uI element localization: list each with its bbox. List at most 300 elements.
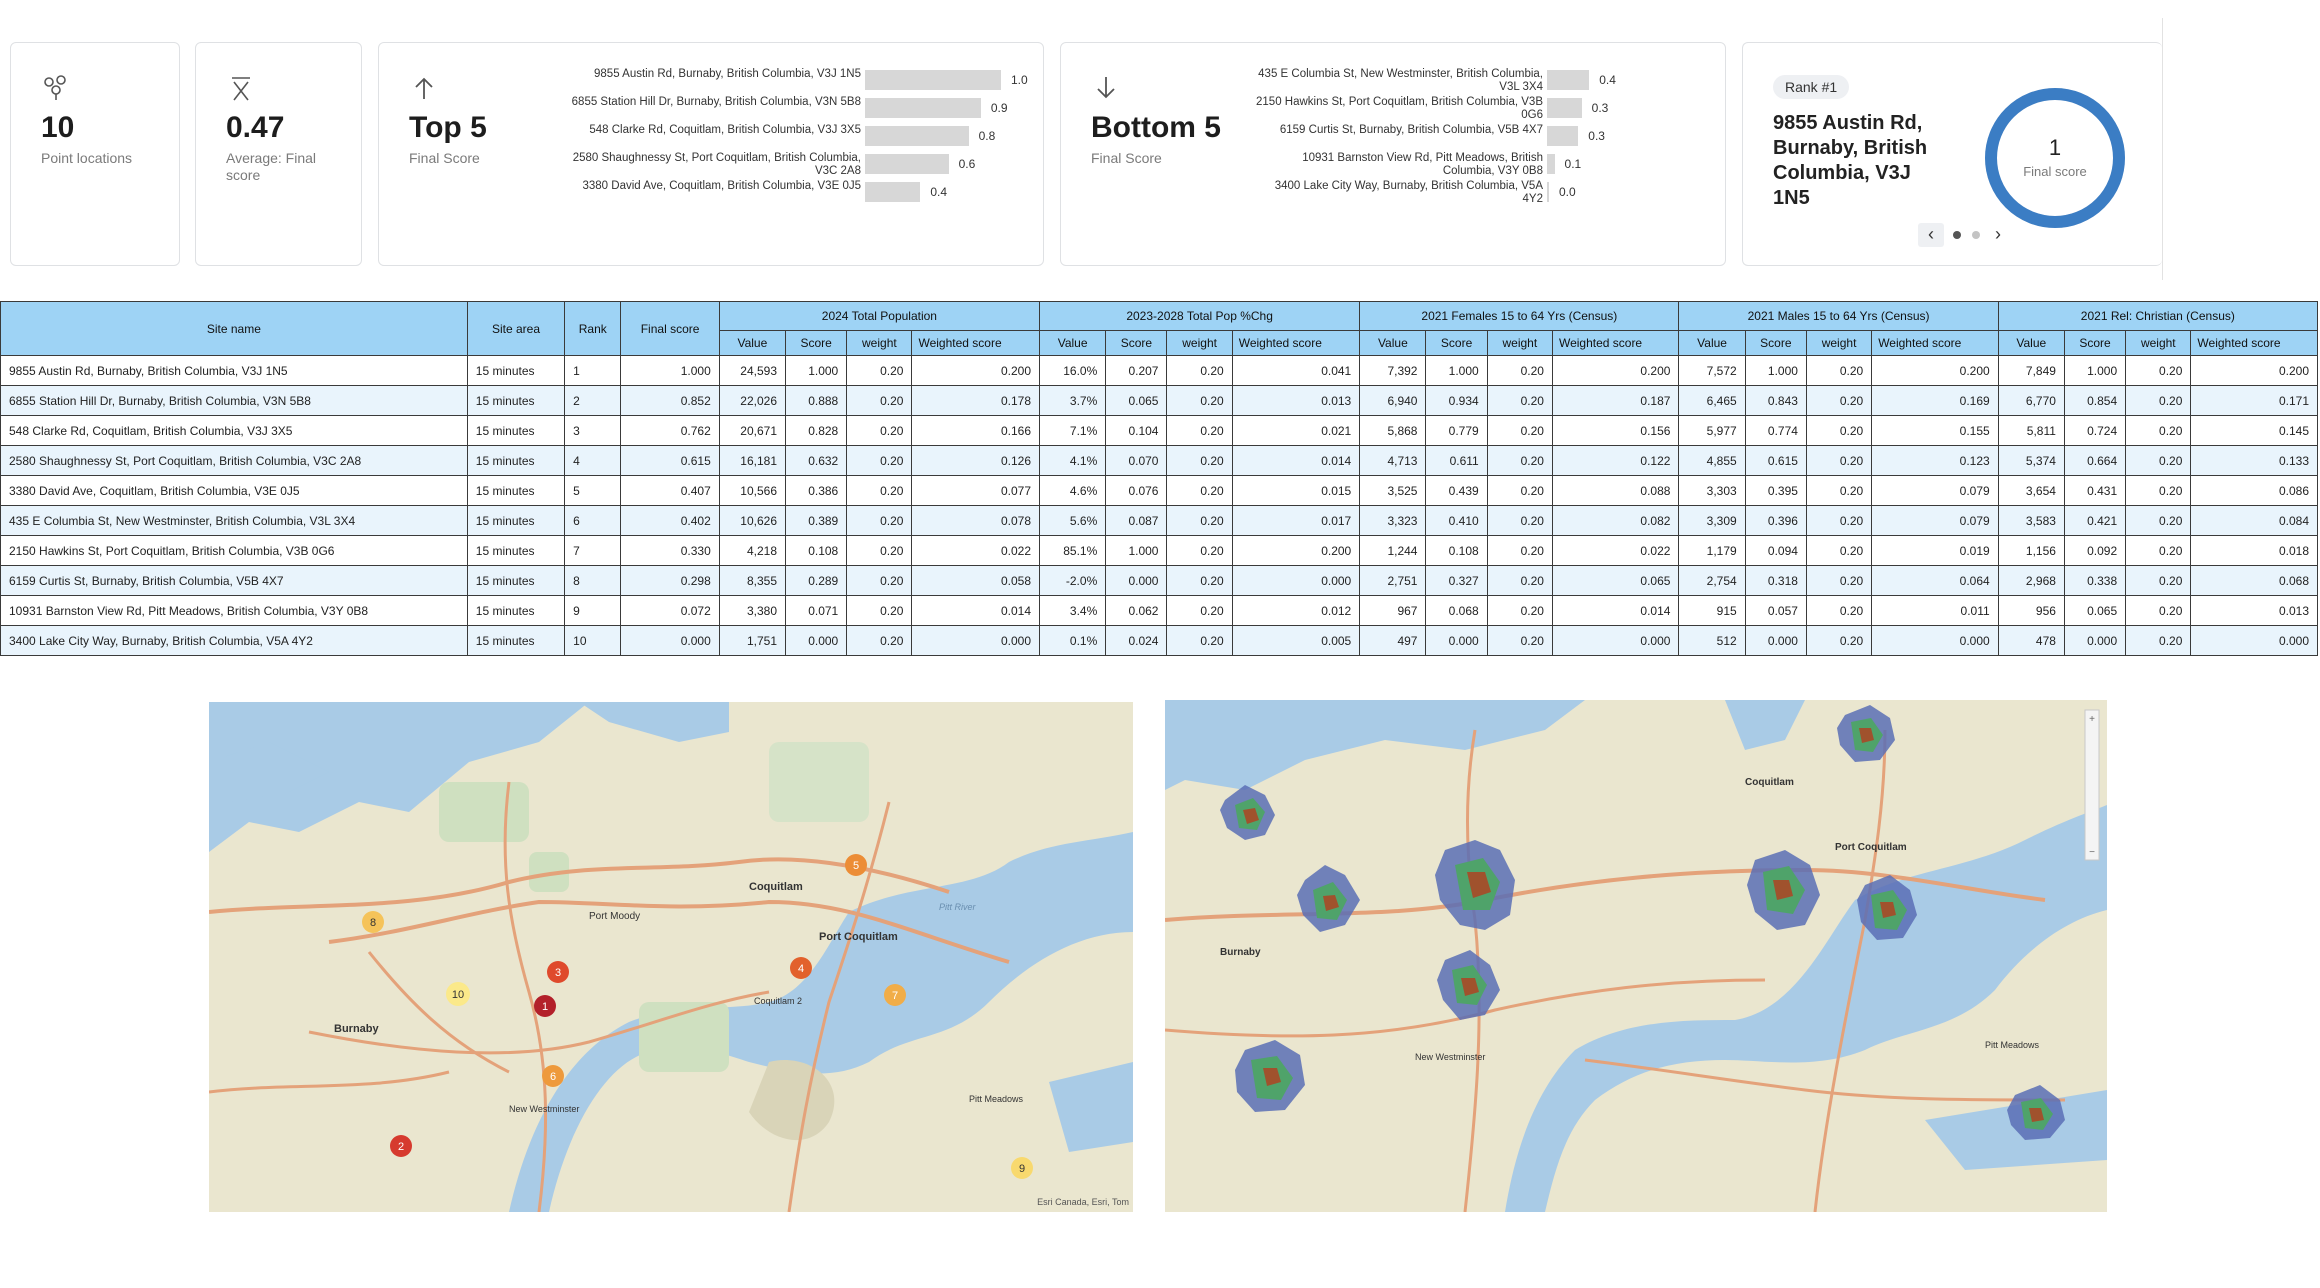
rank-card bbox=[1742, 42, 2162, 266]
table-cell: 6,465 bbox=[1679, 386, 1745, 416]
table-cell: 15 minutes bbox=[467, 536, 564, 566]
bar-label: 2580 Shaughnessy St, Port Coquitlam, British Columbia, V3C 2A8 bbox=[572, 152, 861, 177]
table-cell: 0.200 bbox=[1232, 536, 1359, 566]
table-cell: 512 bbox=[1679, 626, 1745, 656]
table-cell: 915 bbox=[1679, 596, 1745, 626]
bar-value: 0.6 bbox=[958, 157, 976, 171]
column-subheader[interactable]: Weighted score bbox=[912, 331, 1040, 356]
bar-value: 0.3 bbox=[1591, 101, 1609, 115]
table-cell: 4.6% bbox=[1040, 476, 1106, 506]
table-cell: 0.200 bbox=[912, 356, 1040, 386]
table-cell: 0.20 bbox=[847, 476, 912, 506]
table-cell: 0.017 bbox=[1232, 506, 1359, 536]
table-cell: 0.20 bbox=[847, 536, 912, 566]
column-header-site-name[interactable]: Site name bbox=[1, 302, 468, 356]
table-cell: 4 bbox=[565, 446, 621, 476]
table-cell: 6855 Station Hill Dr, Burnaby, British Columbia, V3N 5B8 bbox=[1, 386, 468, 416]
bar-label: 435 E Columbia St, New Westminster, British Columbia, V3L 3X4 bbox=[1258, 68, 1543, 93]
table-cell: 7,572 bbox=[1679, 356, 1745, 386]
table-row[interactable] bbox=[1, 386, 2318, 416]
table-row[interactable] bbox=[1, 506, 2318, 536]
table-cell: 0.338 bbox=[2064, 566, 2125, 596]
map-marker-1[interactable] bbox=[534, 995, 556, 1017]
table-cell: 0.888 bbox=[786, 386, 847, 416]
table-cell: 0.169 bbox=[1872, 386, 1998, 416]
map-attribution: Esri Canada, Esri, Tom bbox=[1037, 1197, 1129, 1207]
rank-badge: Rank #1 bbox=[1773, 75, 1849, 99]
bar-label: 3400 Lake City Way, Burnaby, British Columbia, V5A 4Y2 bbox=[1274, 180, 1543, 205]
table-cell: 0.104 bbox=[1106, 416, 1167, 446]
bottom5-title: Bottom 5 bbox=[1091, 111, 1221, 144]
table-cell: 0.20 bbox=[1487, 386, 1552, 416]
table-cell: 1.000 bbox=[2064, 356, 2125, 386]
column-header-rank[interactable]: Rank bbox=[565, 302, 621, 356]
table-cell: 8 bbox=[565, 566, 621, 596]
table-row[interactable] bbox=[1, 626, 2318, 656]
table-cell: 0.065 bbox=[1106, 386, 1167, 416]
column-group-header[interactable]: 2021 Rel: Christian (Census) bbox=[1998, 302, 2317, 331]
bar-label: 3380 David Ave, Coquitlam, British Columbia, V3E 0J5 bbox=[582, 180, 861, 192]
table-cell: 0.088 bbox=[1552, 476, 1679, 506]
bar-row[interactable] bbox=[1061, 124, 1727, 152]
marker-number: 3 bbox=[554, 967, 562, 979]
table-cell: 0.079 bbox=[1872, 476, 1998, 506]
table-cell: 0.615 bbox=[621, 446, 719, 476]
bar-row[interactable] bbox=[379, 180, 1045, 208]
table-cell: 0.000 bbox=[912, 626, 1040, 656]
table-cell: 0.000 bbox=[2064, 626, 2125, 656]
table-cell: 0.178 bbox=[912, 386, 1040, 416]
table-cell: 0.389 bbox=[786, 506, 847, 536]
table-row[interactable] bbox=[1, 476, 2318, 506]
table-cell: 20,671 bbox=[719, 416, 785, 446]
table-cell: 0.041 bbox=[1232, 356, 1359, 386]
bar-row[interactable] bbox=[379, 124, 1045, 152]
table-cell: 0.000 bbox=[1872, 626, 1998, 656]
map-marker-8[interactable] bbox=[362, 911, 384, 933]
table-cell: 6159 Curtis St, Burnaby, British Columbia, V5B 4X7 bbox=[1, 566, 468, 596]
table-cell: 10,626 bbox=[719, 506, 785, 536]
table-cell: 0.386 bbox=[786, 476, 847, 506]
bar[interactable] bbox=[1547, 98, 1582, 118]
table-cell: 0.431 bbox=[2064, 476, 2125, 506]
column-header-site-area[interactable]: Site area bbox=[467, 302, 564, 356]
table-cell: 0.20 bbox=[1167, 386, 1232, 416]
table-cell: 85.1% bbox=[1040, 536, 1106, 566]
final-score-value: 1 bbox=[2048, 135, 2062, 160]
table-cell: 967 bbox=[1360, 596, 1426, 626]
table-cell: 4.1% bbox=[1040, 446, 1106, 476]
table-cell: 0.014 bbox=[1232, 446, 1359, 476]
marker-number: 7 bbox=[891, 990, 899, 1002]
table-cell: 0.20 bbox=[847, 356, 912, 386]
table-cell: 0.092 bbox=[2064, 536, 2125, 566]
map-marker-9[interactable] bbox=[1011, 1157, 1033, 1179]
table-cell: 0.087 bbox=[1106, 506, 1167, 536]
table-cell: 0.000 bbox=[1106, 566, 1167, 596]
carousel-dot-active[interactable] bbox=[1953, 231, 1961, 239]
table-cell: 4,713 bbox=[1360, 446, 1426, 476]
table-cell: 0.20 bbox=[1806, 536, 1871, 566]
column-subheader[interactable]: weight bbox=[2126, 331, 2191, 356]
table-cell: 3,380 bbox=[719, 596, 785, 626]
table-cell: 16,181 bbox=[719, 446, 785, 476]
bar[interactable] bbox=[1547, 126, 1578, 146]
marker-number: 8 bbox=[369, 917, 377, 929]
table-cell: 0.024 bbox=[1106, 626, 1167, 656]
table-cell: 15 minutes bbox=[467, 356, 564, 386]
table-cell: 0.068 bbox=[1426, 596, 1487, 626]
table-cell: 0.021 bbox=[1232, 416, 1359, 446]
table-cell: 0.724 bbox=[2064, 416, 2125, 446]
table-cell: 10931 Barnston View Rd, Pitt Meadows, British Columbia, V3Y 0B8 bbox=[1, 596, 468, 626]
table-cell: 3,323 bbox=[1360, 506, 1426, 536]
map-marker-3[interactable] bbox=[547, 961, 569, 983]
table-cell: 0.20 bbox=[2126, 356, 2191, 386]
table-cell: 0.20 bbox=[847, 416, 912, 446]
column-group-header[interactable]: 2021 Females 15 to 64 Yrs (Census) bbox=[1360, 302, 1679, 331]
table-cell: 0.20 bbox=[1806, 416, 1871, 446]
table-cell: 2,751 bbox=[1360, 566, 1426, 596]
table-cell: 0.207 bbox=[1106, 356, 1167, 386]
bar-row[interactable] bbox=[1061, 152, 1727, 180]
column-subheader[interactable]: Score bbox=[1106, 331, 1167, 356]
final-score-label: Final score bbox=[2023, 164, 2087, 179]
table-cell: 0.20 bbox=[1167, 626, 1232, 656]
table-cell: 1,179 bbox=[1679, 536, 1745, 566]
table-cell: 0.20 bbox=[2126, 416, 2191, 446]
carousel-dot[interactable] bbox=[1972, 231, 1980, 239]
map-label: Burnaby bbox=[334, 1023, 379, 1035]
map-canvas bbox=[1165, 700, 2107, 1212]
bar-label: 9855 Austin Rd, Burnaby, British Columbia, V3J 1N5 bbox=[594, 68, 861, 80]
table-cell: 0.20 bbox=[1487, 566, 1552, 596]
bar[interactable] bbox=[865, 126, 969, 146]
table-cell: 4,855 bbox=[1679, 446, 1745, 476]
table-row[interactable] bbox=[1, 566, 2318, 596]
column-header-final-score[interactable]: Final score bbox=[621, 302, 719, 356]
table-cell: 0.20 bbox=[1487, 596, 1552, 626]
table-cell: 0.20 bbox=[1167, 566, 1232, 596]
table-cell: 0.615 bbox=[1745, 446, 1806, 476]
table-cell: 9855 Austin Rd, Burnaby, British Columbia, V3J 1N5 bbox=[1, 356, 468, 386]
table-cell: 0.108 bbox=[786, 536, 847, 566]
table-cell: 0.000 bbox=[1745, 626, 1806, 656]
column-subheader[interactable]: Value bbox=[1360, 331, 1426, 356]
map-marker-7[interactable] bbox=[884, 984, 906, 1006]
table-row[interactable] bbox=[1, 446, 2318, 476]
column-group-header[interactable]: 2023-2028 Total Pop %Chg bbox=[1040, 302, 1360, 331]
table-cell: 15 minutes bbox=[467, 416, 564, 446]
map-label: New Westminster bbox=[509, 1104, 580, 1114]
map-marker-6[interactable] bbox=[542, 1065, 564, 1087]
table-cell: 0.20 bbox=[1487, 626, 1552, 656]
kpi-value: 0.47 bbox=[226, 111, 285, 144]
table-cell: 0.632 bbox=[786, 446, 847, 476]
table-cell: 0.133 bbox=[2191, 446, 2318, 476]
map-label: Port Coquitlam bbox=[1835, 842, 1907, 853]
table-cell: 0.058 bbox=[912, 566, 1040, 596]
bar-row[interactable] bbox=[1061, 96, 1727, 124]
table-cell: 0.123 bbox=[1872, 446, 1998, 476]
table-cell: 435 E Columbia St, New Westminster, British Columbia, V3L 3X4 bbox=[1, 506, 468, 536]
table-cell: 0.20 bbox=[1806, 386, 1871, 416]
bar[interactable] bbox=[1547, 182, 1549, 202]
table-cell: 0.122 bbox=[1552, 446, 1679, 476]
rank-address: 9855 Austin Rd, Burnaby, British Columbia, V3J 1N5 bbox=[1773, 112, 1928, 209]
drive-time-areas-map[interactable] bbox=[1165, 700, 2107, 1212]
table-cell: 0.828 bbox=[786, 416, 847, 446]
table-cell: 0.076 bbox=[1106, 476, 1167, 506]
bar-row[interactable] bbox=[379, 68, 1045, 96]
table-cell: 0.013 bbox=[1232, 386, 1359, 416]
table-cell: 5.6% bbox=[1040, 506, 1106, 536]
table-cell: 2 bbox=[565, 386, 621, 416]
column-subheader[interactable]: Weighted score bbox=[1872, 331, 1998, 356]
map-label: New Westminster bbox=[1415, 1052, 1486, 1062]
bar-value: 0.3 bbox=[1588, 129, 1605, 143]
table-cell: 0.20 bbox=[1806, 476, 1871, 506]
column-subheader[interactable]: weight bbox=[1806, 331, 1871, 356]
table-cell: 0.065 bbox=[2064, 596, 2125, 626]
table-cell: 5,811 bbox=[1998, 416, 2064, 446]
ranked-sites-map[interactable] bbox=[209, 702, 1133, 1212]
table-cell: 0.20 bbox=[2126, 476, 2191, 506]
column-subheader[interactable]: weight bbox=[1167, 331, 1232, 356]
table-cell: 3.7% bbox=[1040, 386, 1106, 416]
table-cell: 0.156 bbox=[1552, 416, 1679, 446]
map-label: Port Moody bbox=[589, 911, 641, 922]
table-cell: 0.094 bbox=[1745, 536, 1806, 566]
table-cell: 10 bbox=[565, 626, 621, 656]
column-subheader[interactable]: Score bbox=[1745, 331, 1806, 356]
bar-label: 6159 Curtis St, Burnaby, British Columbia, V5B 4X7 bbox=[1279, 124, 1543, 136]
table-cell: 7 bbox=[565, 536, 621, 566]
table-cell: 3,309 bbox=[1679, 506, 1745, 536]
bar-value: 0.1 bbox=[1564, 157, 1582, 171]
final-score-donut bbox=[1980, 83, 2130, 233]
table-cell: 0.843 bbox=[1745, 386, 1806, 416]
table-cell: 0.057 bbox=[1745, 596, 1806, 626]
table-cell: 2,754 bbox=[1679, 566, 1745, 596]
table-cell: 0.410 bbox=[1426, 506, 1487, 536]
table-cell: 15 minutes bbox=[467, 596, 564, 626]
table-cell: 3,583 bbox=[1998, 506, 2064, 536]
bar-value: 0.4 bbox=[1599, 73, 1616, 87]
table-cell: 3 bbox=[565, 416, 621, 446]
table-cell: 548 Clarke Rd, Coquitlam, British Columbia, V3J 3X5 bbox=[1, 416, 468, 446]
table-cell: 0.014 bbox=[1552, 596, 1679, 626]
table-cell: 3.4% bbox=[1040, 596, 1106, 626]
carousel-prev-button[interactable]: ‹ bbox=[1918, 223, 1944, 247]
marker-number: 9 bbox=[1018, 1163, 1026, 1175]
table-cell: 0.20 bbox=[1167, 476, 1232, 506]
table-cell: 0.000 bbox=[1426, 626, 1487, 656]
table-cell: 497 bbox=[1360, 626, 1426, 656]
table-cell: 5,977 bbox=[1679, 416, 1745, 446]
table-cell: -2.0% bbox=[1040, 566, 1106, 596]
bar-row[interactable] bbox=[379, 152, 1045, 180]
table-cell: 22,026 bbox=[719, 386, 785, 416]
table-cell: 0.20 bbox=[1167, 416, 1232, 446]
table-cell: 1,244 bbox=[1360, 536, 1426, 566]
table-cell: 0.082 bbox=[1552, 506, 1679, 536]
table-cell: 9 bbox=[565, 596, 621, 626]
table-cell: 0.20 bbox=[1806, 446, 1871, 476]
column-subheader[interactable]: Score bbox=[1426, 331, 1487, 356]
table-cell: 5,374 bbox=[1998, 446, 2064, 476]
table-cell: 0.20 bbox=[1806, 626, 1871, 656]
column-subheader[interactable]: weight bbox=[1487, 331, 1552, 356]
table-cell: 0.200 bbox=[1552, 356, 1679, 386]
table-cell: 4,218 bbox=[719, 536, 785, 566]
table-cell: 0.852 bbox=[621, 386, 719, 416]
table-cell: 956 bbox=[1998, 596, 2064, 626]
table-cell: 0.20 bbox=[847, 596, 912, 626]
table-cell: 0.774 bbox=[1745, 416, 1806, 446]
column-subheader[interactable]: Weighted score bbox=[1552, 331, 1679, 356]
bar-value: 0.4 bbox=[930, 185, 948, 199]
bar-row[interactable] bbox=[1061, 68, 1727, 96]
map-canvas bbox=[209, 702, 1133, 1212]
table-cell: 15 minutes bbox=[467, 446, 564, 476]
column-subheader[interactable]: Value bbox=[1679, 331, 1745, 356]
bar-row[interactable] bbox=[379, 96, 1045, 124]
table-cell: 8,355 bbox=[719, 566, 785, 596]
bar[interactable] bbox=[865, 154, 949, 174]
table-cell: 1.000 bbox=[786, 356, 847, 386]
bar-value: 0.8 bbox=[978, 129, 996, 143]
table-cell: 2,968 bbox=[1998, 566, 2064, 596]
table-cell: 0.318 bbox=[1745, 566, 1806, 596]
map-label: Pitt Meadows bbox=[1985, 1040, 2040, 1050]
table-cell: 24,593 bbox=[719, 356, 785, 386]
kpi-value: 10 bbox=[41, 111, 75, 144]
table-cell: 0.068 bbox=[2191, 566, 2318, 596]
map-zoom-controls[interactable] bbox=[2085, 710, 2099, 860]
table-cell: 15 minutes bbox=[467, 476, 564, 506]
table-cell: 0.298 bbox=[621, 566, 719, 596]
carousel-next-button[interactable]: › bbox=[1995, 224, 2001, 244]
table-cell: 0.062 bbox=[1106, 596, 1167, 626]
table-cell: 1.000 bbox=[1106, 536, 1167, 566]
top5-title: Top 5 bbox=[409, 111, 487, 144]
table-cell: 0.022 bbox=[912, 536, 1040, 566]
table-cell: 0.20 bbox=[2126, 566, 2191, 596]
bar[interactable] bbox=[865, 182, 920, 202]
map-marker-5[interactable] bbox=[845, 854, 867, 876]
column-group-header[interactable]: 2021 Males 15 to 64 Yrs (Census) bbox=[1679, 302, 1998, 331]
table-cell: 0.762 bbox=[621, 416, 719, 446]
column-subheader[interactable]: weight bbox=[847, 331, 912, 356]
table-cell: 1.000 bbox=[1426, 356, 1487, 386]
panel-divider bbox=[2162, 18, 2163, 280]
bar[interactable] bbox=[1547, 154, 1555, 174]
marker-number: 2 bbox=[397, 1141, 405, 1153]
map-label: Pitt Meadows bbox=[969, 1094, 1024, 1104]
bar[interactable] bbox=[865, 98, 981, 118]
table-cell: 6,770 bbox=[1998, 386, 2064, 416]
table-cell: 0.20 bbox=[847, 626, 912, 656]
table-cell: 15 minutes bbox=[467, 386, 564, 416]
table-cell: 0.20 bbox=[1167, 356, 1232, 386]
table-cell: 0.1% bbox=[1040, 626, 1106, 656]
table-cell: 0.779 bbox=[1426, 416, 1487, 446]
table-cell: 0.20 bbox=[1806, 356, 1871, 386]
table-cell: 0.064 bbox=[1872, 566, 1998, 596]
table-cell: 0.20 bbox=[1806, 566, 1871, 596]
table-cell: 0.20 bbox=[1487, 446, 1552, 476]
table-cell: 0.071 bbox=[786, 596, 847, 626]
table-cell: 0.079 bbox=[1872, 506, 1998, 536]
column-subheader[interactable]: Value bbox=[1040, 331, 1106, 356]
table-cell: 0.330 bbox=[621, 536, 719, 566]
bar-label: 6855 Station Hill Dr, Burnaby, British Columbia, V3N 5B8 bbox=[571, 96, 861, 108]
table-row[interactable] bbox=[1, 536, 2318, 566]
table-cell: 7,392 bbox=[1360, 356, 1426, 386]
marker-number: 5 bbox=[852, 860, 860, 872]
table-cell: 3400 Lake City Way, Burnaby, British Columbia, V5A 4Y2 bbox=[1, 626, 468, 656]
column-group-header[interactable]: 2024 Total Population bbox=[719, 302, 1039, 331]
table-cell: 0.011 bbox=[1872, 596, 1998, 626]
table-cell: 0.20 bbox=[1167, 506, 1232, 536]
table-cell: 5,868 bbox=[1360, 416, 1426, 446]
table-cell: 0.070 bbox=[1106, 446, 1167, 476]
bar[interactable] bbox=[865, 70, 1001, 90]
map-marker-10[interactable] bbox=[446, 982, 470, 1006]
table-cell: 0.000 bbox=[1232, 566, 1359, 596]
bar-row[interactable] bbox=[1061, 180, 1727, 208]
table-cell: 0.000 bbox=[621, 626, 719, 656]
table-cell: 1.000 bbox=[1745, 356, 1806, 386]
column-subheader[interactable]: Score bbox=[2064, 331, 2125, 356]
table-cell: 0.20 bbox=[1487, 476, 1552, 506]
column-subheader[interactable]: Weighted score bbox=[2191, 331, 2318, 356]
carousel-nav bbox=[1918, 223, 2008, 247]
column-subheader[interactable]: Value bbox=[719, 331, 785, 356]
zoom-out-icon[interactable]: − bbox=[2089, 847, 2095, 858]
bar[interactable] bbox=[1547, 70, 1589, 90]
table-row[interactable] bbox=[1, 356, 2318, 386]
zoom-in-icon[interactable]: + bbox=[2089, 714, 2095, 725]
bar-value: 1.0 bbox=[1011, 73, 1028, 87]
bottom5-subtitle: Final Score bbox=[1091, 150, 1162, 166]
table-cell: 0.084 bbox=[2191, 506, 2318, 536]
bar-label: 2150 Hawkins St, Port Coquitlam, British Columbia, V3B 0G6 bbox=[1256, 96, 1543, 121]
table-cell: 0.20 bbox=[1806, 596, 1871, 626]
table-cell: 0.421 bbox=[2064, 506, 2125, 536]
table-cell: 3,303 bbox=[1679, 476, 1745, 506]
table-cell: 0.395 bbox=[1745, 476, 1806, 506]
table-row[interactable] bbox=[1, 416, 2318, 446]
table-cell: 0.019 bbox=[1872, 536, 1998, 566]
table-cell: 0.200 bbox=[2191, 356, 2318, 386]
table-cell: 0.20 bbox=[1487, 356, 1552, 386]
column-subheader[interactable]: Value bbox=[1998, 331, 2064, 356]
table-cell: 0.934 bbox=[1426, 386, 1487, 416]
table-cell: 1.000 bbox=[621, 356, 719, 386]
column-subheader[interactable]: Weighted score bbox=[1232, 331, 1359, 356]
marker-number: 4 bbox=[797, 963, 805, 975]
table-cell: 15 minutes bbox=[467, 626, 564, 656]
column-subheader[interactable]: Score bbox=[786, 331, 847, 356]
map-marker-2[interactable] bbox=[390, 1135, 412, 1157]
table-cell: 15 minutes bbox=[467, 566, 564, 596]
marker-number: 10 bbox=[451, 989, 465, 1001]
table-row[interactable] bbox=[1, 596, 2318, 626]
map-marker-4[interactable] bbox=[790, 957, 812, 979]
table-cell: 0.20 bbox=[847, 566, 912, 596]
